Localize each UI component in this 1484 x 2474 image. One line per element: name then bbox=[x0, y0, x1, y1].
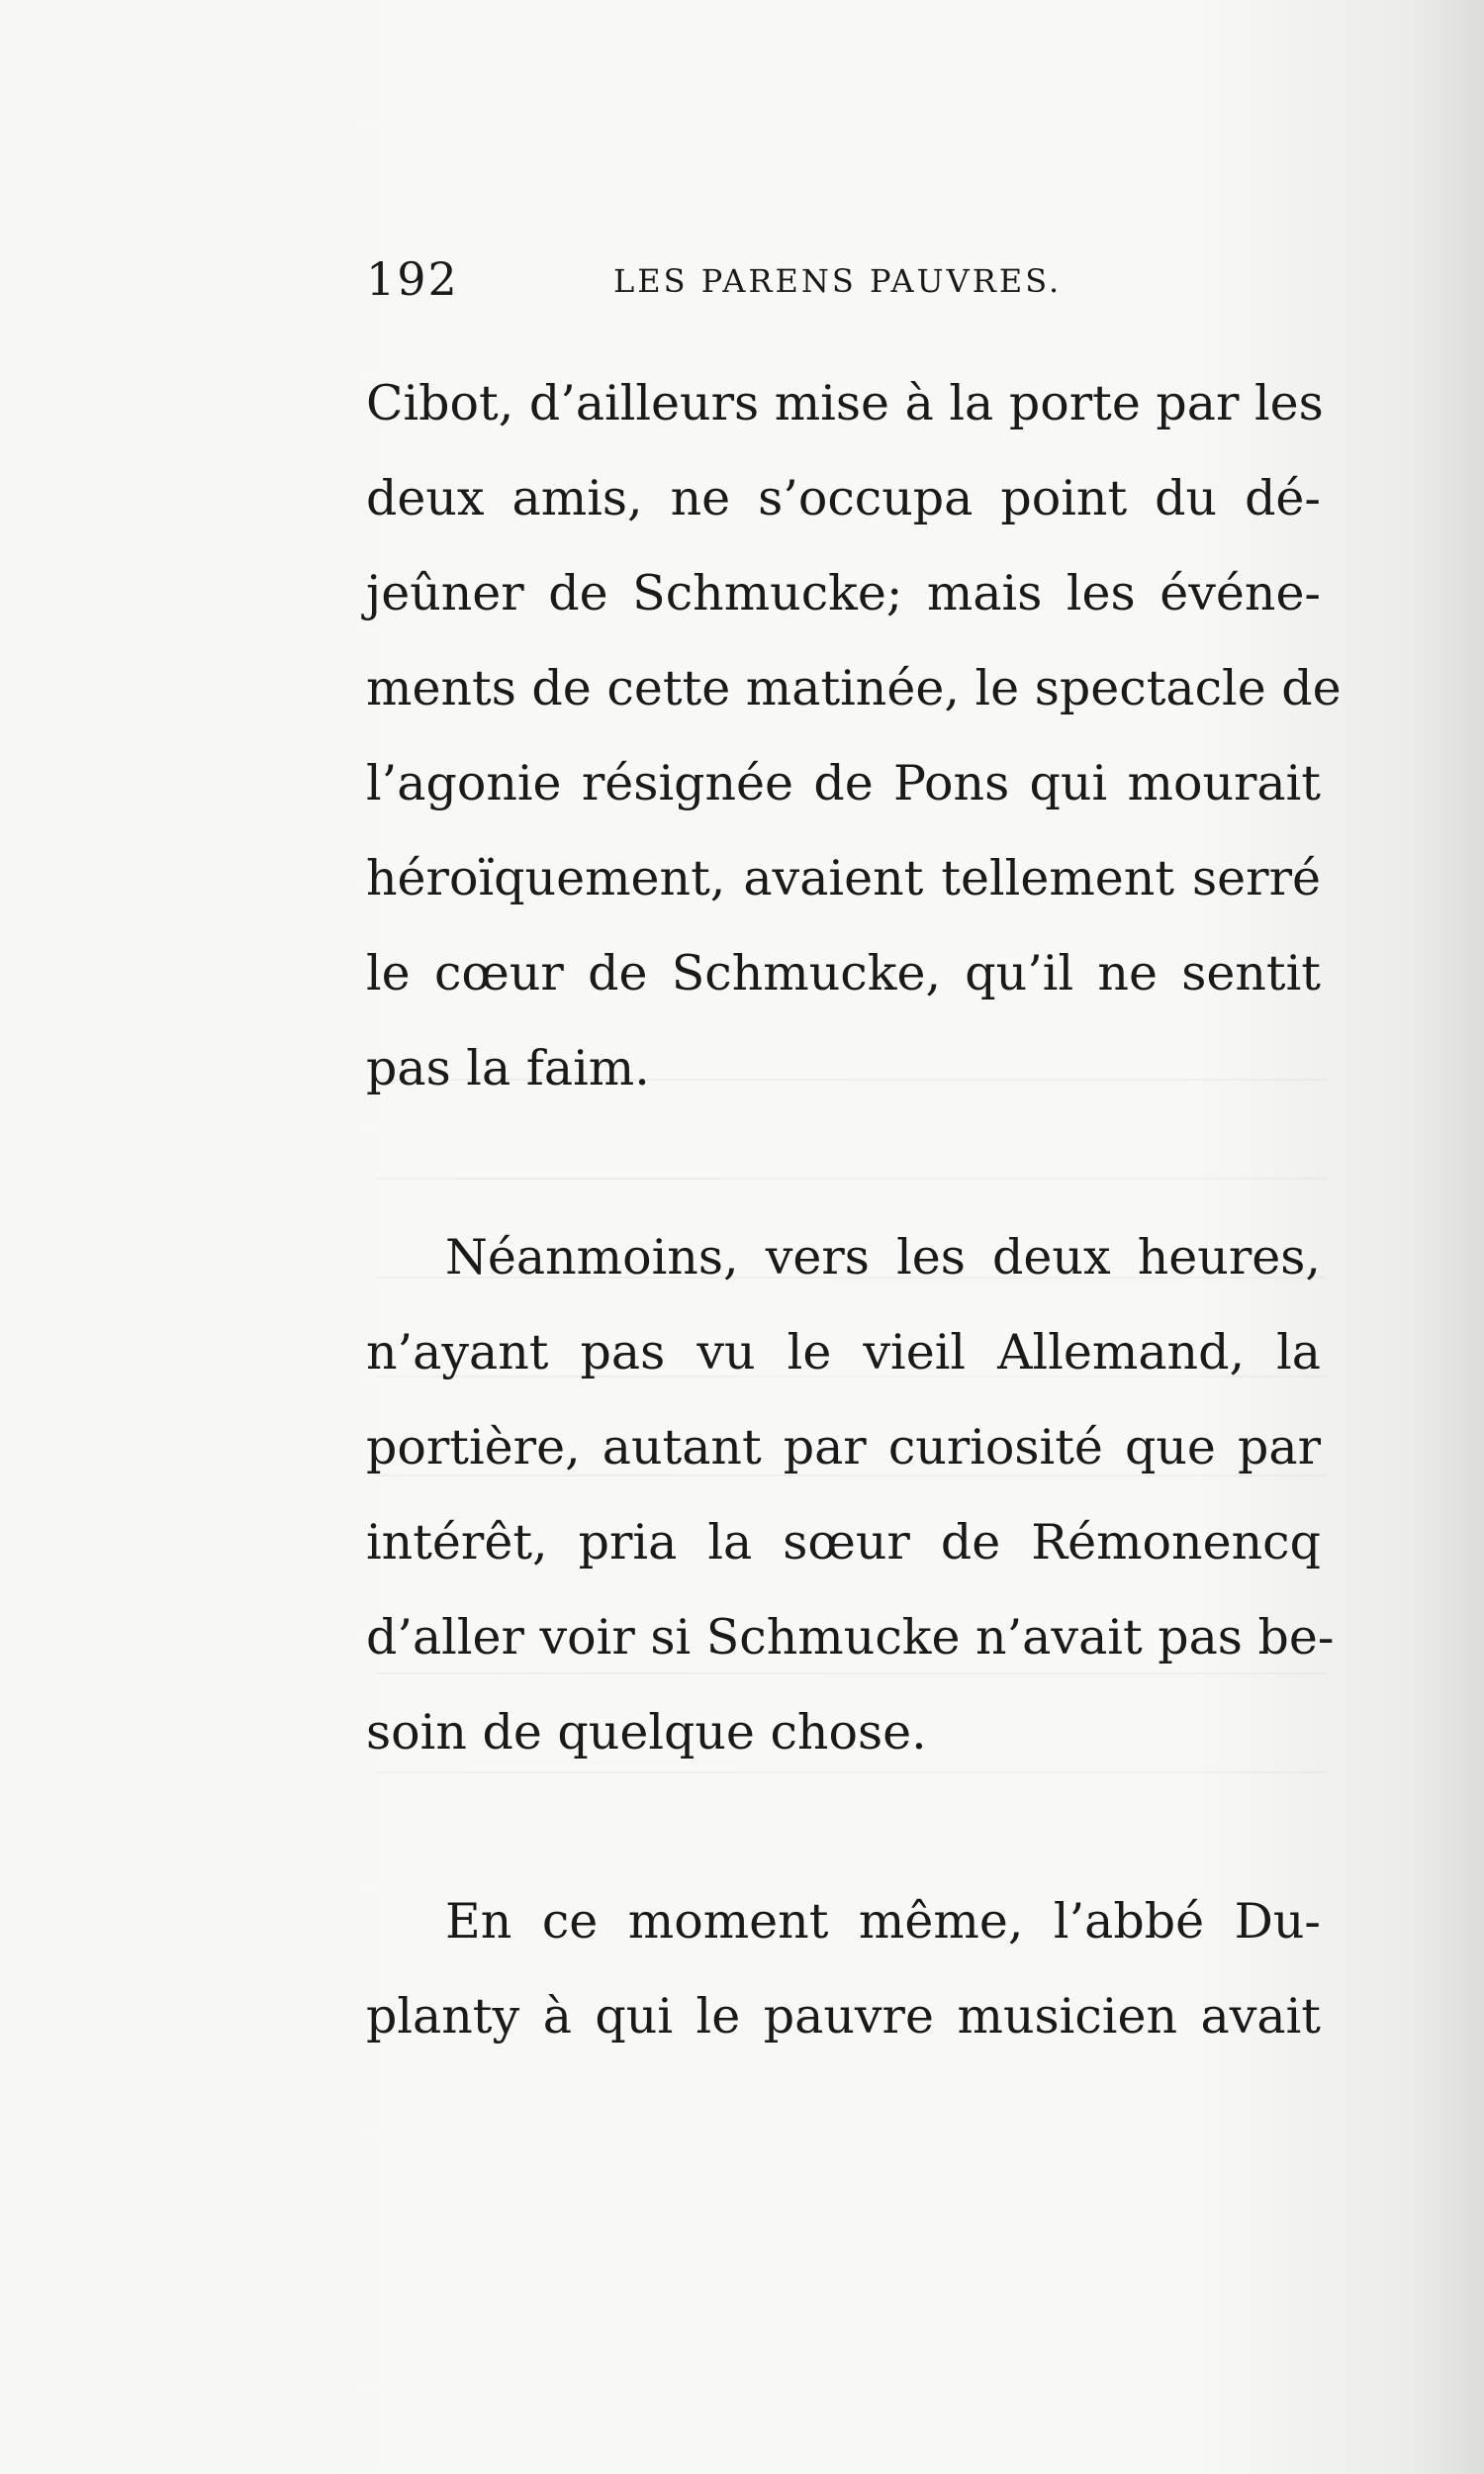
text-line: En ce moment même, l’abbé Du- bbox=[445, 1893, 1321, 1950]
paragraph bbox=[366, 1210, 1335, 1780]
page-number: 192 bbox=[366, 252, 459, 306]
page-header bbox=[366, 252, 1316, 312]
text-line: n’ayant pas vu le vieil Allemand, la bbox=[366, 1324, 1321, 1380]
text-line: ments de cette matinée, le spectacle de bbox=[366, 660, 1342, 716]
text-line: le cœur de Schmucke, qu’il ne sentit bbox=[366, 945, 1321, 1001]
paragraph-gap bbox=[366, 1116, 1321, 1210]
text-line: soin de quelque chose. bbox=[366, 1704, 927, 1760]
text-line: d’aller voir si Schmucke n’avait pas be- bbox=[366, 1609, 1335, 1665]
text-line: portière, autant par curiosité que par bbox=[366, 1419, 1321, 1475]
text-line: intérêt, pria la sœur de Rémonencq bbox=[366, 1514, 1321, 1570]
paragraph bbox=[366, 1874, 1321, 2064]
paragraph bbox=[366, 356, 1342, 1116]
text-line: planty à qui le pauvre musicien avait bbox=[366, 1988, 1321, 2045]
paragraph-gap bbox=[366, 1780, 1321, 1874]
text-line: l’agonie résignée de Pons qui mourait bbox=[366, 755, 1321, 811]
text-line: deux amis, ne s’occupa point du dé- bbox=[366, 470, 1321, 526]
running-title: LES PARENS PAUVRES. bbox=[613, 262, 1063, 300]
text-line: Néanmoins, vers les deux heures, bbox=[445, 1229, 1321, 1285]
text-line: jeûner de Schmucke; mais les événe- bbox=[366, 565, 1321, 621]
body-text bbox=[366, 356, 1342, 2064]
text-line: Cibot, d’ailleurs mise à la porte par les bbox=[366, 375, 1324, 431]
text-line: héroïquement, avaient tellement serré bbox=[366, 850, 1321, 906]
text-line: pas la faim. bbox=[366, 1040, 650, 1096]
